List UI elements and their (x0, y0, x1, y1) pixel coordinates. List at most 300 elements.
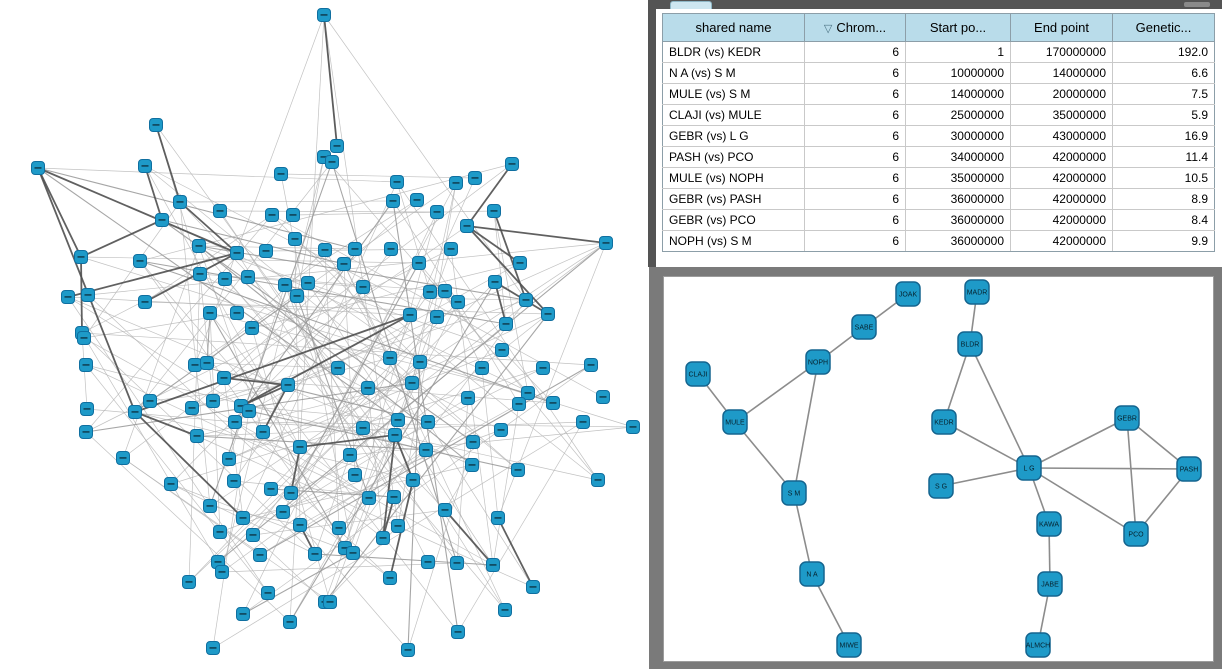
graph-node[interactable] (577, 416, 590, 429)
graph-node[interactable] (174, 196, 187, 209)
cell-value[interactable]: 9.9 (1113, 231, 1215, 252)
graph-node-label (495, 517, 502, 519)
graph-node[interactable] (462, 392, 475, 405)
graph-node[interactable] (165, 478, 178, 491)
cell-value[interactable]: 8.4 (1113, 210, 1215, 231)
graph-node[interactable] (537, 362, 550, 375)
graph-node[interactable] (204, 500, 217, 513)
graph-node[interactable] (489, 276, 502, 289)
graph-node-label (391, 496, 398, 498)
graph-node[interactable] (499, 604, 512, 617)
graph-node-label (442, 290, 449, 292)
cell-shared-name[interactable]: MULE (vs) NOPH (663, 168, 805, 189)
graph-edge (156, 125, 180, 202)
cell-value[interactable]: 10000000 (906, 63, 1011, 84)
cell-shared-name[interactable]: CLAJI (vs) MULE (663, 105, 805, 126)
graph-node[interactable] (512, 464, 525, 477)
graph-node[interactable] (500, 318, 513, 331)
graph-node[interactable] (384, 572, 397, 585)
cell-value[interactable]: 42000000 (1011, 231, 1113, 252)
graph-node[interactable] (223, 453, 236, 466)
overlay-node-madr[interactable] (965, 280, 989, 304)
cell-value[interactable]: 6 (805, 105, 906, 126)
graph-node[interactable] (139, 296, 152, 309)
graph-node[interactable] (402, 644, 415, 657)
graph-node-label (448, 248, 455, 250)
scrollbar-thumb[interactable] (1184, 2, 1210, 7)
graph-node[interactable] (422, 416, 435, 429)
overlay-node-kawa[interactable] (1037, 512, 1061, 536)
table-panel-top-scrollbar[interactable] (656, 0, 1222, 9)
graph-node[interactable] (80, 426, 93, 439)
graph-node[interactable] (275, 168, 288, 181)
graph-node[interactable] (262, 587, 275, 600)
overlay-node-lg[interactable] (1017, 456, 1041, 480)
graph-node[interactable] (411, 194, 424, 207)
table-row[interactable] (663, 42, 1215, 63)
graph-node[interactable] (450, 177, 463, 190)
graph-node-label (207, 505, 214, 507)
network-view-overlay[interactable] (663, 276, 1214, 662)
graph-node[interactable] (407, 474, 420, 487)
graph-node[interactable] (331, 140, 344, 153)
graph-edge (38, 168, 81, 257)
graph-node[interactable] (362, 382, 375, 395)
cell-value[interactable]: 6 (805, 210, 906, 231)
graph-node-label (388, 248, 395, 250)
graph-node[interactable] (344, 449, 357, 462)
overlay-node-pash[interactable] (1177, 457, 1201, 481)
graph-node[interactable] (82, 289, 95, 302)
overlay-node-almch[interactable] (1026, 633, 1051, 657)
graph-node[interactable] (144, 395, 157, 408)
graph-node-label (394, 181, 401, 183)
graph-node[interactable] (201, 357, 214, 370)
graph-node[interactable] (406, 377, 419, 390)
graph-node[interactable] (265, 483, 278, 496)
cell-shared-name[interactable]: GEBR (vs) PASH (663, 189, 805, 210)
overlay-node-label: KAWA (1038, 521, 1060, 529)
graph-node[interactable] (357, 281, 370, 294)
graph-node-label (81, 337, 88, 339)
graph-node-label (83, 431, 90, 433)
graph-node[interactable] (488, 205, 501, 218)
graph-node[interactable] (422, 556, 435, 569)
cell-value[interactable]: 6 (805, 84, 906, 105)
column-header-endpoint[interactable]: End point (1011, 14, 1113, 42)
table-row[interactable] (663, 147, 1215, 168)
graph-node[interactable] (431, 311, 444, 324)
graph-node[interactable] (592, 474, 605, 487)
graph-node[interactable] (289, 233, 302, 246)
graph-node[interactable] (229, 416, 242, 429)
graph-node-label (352, 248, 359, 250)
graph-node[interactable] (186, 402, 199, 415)
column-header-chrom[interactable]: ▽ Chrom... (805, 14, 906, 42)
graph-node-label (491, 210, 498, 212)
cell-shared-name[interactable]: N A (vs) S M (663, 63, 805, 84)
graph-node[interactable] (338, 258, 351, 271)
graph-node-label (455, 301, 462, 303)
overlay-node-label: S M (787, 490, 801, 498)
graph-node-label (234, 312, 241, 314)
graph-node-label (550, 402, 557, 404)
cell-value[interactable]: 42000000 (1011, 168, 1113, 189)
graph-node[interactable] (32, 162, 45, 175)
cell-value[interactable]: 5.9 (1113, 105, 1215, 126)
graph-node-label (434, 316, 441, 318)
graph-node[interactable] (452, 626, 465, 639)
cell-value[interactable]: 6 (805, 168, 906, 189)
graph-node-label (630, 426, 637, 428)
graph-node[interactable] (439, 504, 452, 517)
graph-node-label (120, 457, 127, 459)
graph-node-label (530, 586, 537, 588)
graph-node-label (35, 167, 42, 169)
graph-node[interactable] (467, 436, 480, 449)
graph-node-label (580, 421, 587, 423)
graph-edge (308, 283, 420, 362)
cell-value[interactable]: 30000000 (906, 126, 1011, 147)
graph-node[interactable] (384, 352, 397, 365)
sort-filter-icon[interactable]: ▽ (823, 23, 833, 35)
graph-node-label (280, 511, 287, 513)
graph-node-label (322, 249, 329, 251)
cell-value[interactable]: 36000000 (906, 210, 1011, 231)
graph-node-label (278, 173, 285, 175)
graph-node[interactable] (285, 487, 298, 500)
graph-node[interactable] (247, 529, 260, 542)
graph-node-label (217, 210, 224, 212)
graph-node[interactable] (287, 209, 300, 222)
graph-node[interactable] (156, 214, 169, 227)
overlay-edge (794, 362, 818, 493)
graph-node-label (297, 446, 304, 448)
graph-edge (162, 220, 344, 264)
graph-edge (260, 450, 426, 555)
graph-node-label (305, 282, 312, 284)
graph-node[interactable] (266, 209, 279, 222)
graph-node-label (414, 199, 421, 201)
cell-value[interactable]: 36000000 (906, 189, 1011, 210)
graph-node[interactable] (294, 441, 307, 454)
cell-shared-name[interactable]: MULE (vs) S M (663, 84, 805, 105)
table-row[interactable] (663, 189, 1215, 210)
graph-node-label (425, 421, 432, 423)
graph-node-label (210, 647, 217, 649)
graph-node[interactable] (150, 119, 163, 132)
graph-node[interactable] (80, 359, 93, 372)
graph-node[interactable] (257, 426, 270, 439)
graph-node[interactable] (506, 158, 519, 171)
cell-value[interactable]: 7.5 (1113, 84, 1215, 105)
graph-node[interactable] (282, 379, 295, 392)
cell-value[interactable]: 14000000 (906, 84, 1011, 105)
graph-node[interactable] (333, 522, 346, 535)
graph-node[interactable] (204, 307, 217, 320)
graph-node-label (287, 621, 294, 623)
graph-node[interactable] (78, 332, 91, 345)
graph-node[interactable] (139, 160, 152, 173)
graph-node[interactable] (513, 398, 526, 411)
graph-node[interactable] (129, 406, 142, 419)
graph-node[interactable] (391, 176, 404, 189)
overlay-node-joak[interactable] (896, 282, 920, 306)
overlay-node-miwe[interactable] (837, 633, 861, 657)
cell-value[interactable]: 6 (805, 231, 906, 252)
graph-node-label (196, 245, 203, 247)
graph-node[interactable] (413, 257, 426, 270)
graph-node[interactable] (347, 547, 360, 560)
graph-node[interactable] (392, 414, 405, 427)
overlay-node-sabe[interactable] (852, 315, 876, 339)
graph-node[interactable] (461, 220, 474, 233)
graph-node[interactable] (445, 243, 458, 256)
graph-node-label (360, 427, 367, 429)
graph-edge (498, 518, 533, 587)
cell-value[interactable]: 35000000 (1011, 105, 1113, 126)
overlay-node-gebr[interactable] (1115, 406, 1139, 430)
graph-node[interactable] (117, 452, 130, 465)
cell-value[interactable]: 35000000 (906, 168, 1011, 189)
cell-value[interactable]: 43000000 (1011, 126, 1113, 147)
graph-node[interactable] (254, 549, 267, 562)
graph-node[interactable] (218, 372, 231, 385)
cell-shared-name[interactable]: GEBR (vs) L G (663, 126, 805, 147)
cell-shared-name[interactable]: NOPH (vs) S M (663, 231, 805, 252)
graph-node[interactable] (404, 309, 417, 322)
graph-node[interactable] (214, 205, 227, 218)
graph-node[interactable] (349, 243, 362, 256)
overlay-node-kedr[interactable] (932, 410, 956, 434)
graph-node[interactable] (377, 532, 390, 545)
graph-node[interactable] (302, 277, 315, 290)
graph-node-label (365, 387, 372, 389)
graph-node[interactable] (324, 596, 337, 609)
graph-node[interactable] (237, 512, 250, 525)
overlay-node-claji[interactable] (686, 362, 710, 386)
graph-node[interactable] (183, 576, 196, 589)
graph-node[interactable] (228, 475, 241, 488)
graph-node-label (292, 238, 299, 240)
table-row[interactable] (663, 126, 1215, 147)
graph-node-label (416, 262, 423, 264)
graph-node[interactable] (392, 520, 405, 533)
cell-value[interactable]: 1 (906, 42, 1011, 63)
graph-node[interactable] (388, 491, 401, 504)
overlay-node-label: MULE (725, 419, 745, 427)
graph-node[interactable] (357, 422, 370, 435)
cell-value[interactable]: 6 (805, 63, 906, 84)
graph-node-label (232, 421, 239, 423)
graph-node-label (525, 392, 532, 394)
graph-node[interactable] (420, 444, 433, 457)
graph-node[interactable] (242, 271, 255, 284)
graph-node-label (159, 219, 166, 221)
graph-node[interactable] (75, 251, 88, 264)
graph-node-label (321, 14, 328, 16)
graph-node-label (189, 407, 196, 409)
graph-node[interactable] (597, 391, 610, 404)
graph-node-label (240, 613, 247, 615)
graph-node[interactable] (466, 459, 479, 472)
graph-node-label (470, 441, 477, 443)
overlay-node-sm[interactable] (782, 481, 806, 505)
graph-node[interactable] (452, 296, 465, 309)
graph-node-label (427, 291, 434, 293)
graph-node-label (347, 454, 354, 456)
graph-node[interactable] (237, 608, 250, 621)
graph-node[interactable] (134, 255, 147, 268)
graph-node[interactable] (81, 403, 94, 416)
graph-node[interactable] (319, 244, 332, 257)
cell-value[interactable]: 42000000 (1011, 189, 1113, 210)
column-header-startpo[interactable]: Start po... (906, 14, 1011, 42)
column-header-genetic[interactable]: Genetic... (1113, 14, 1215, 42)
cell-value[interactable]: 42000000 (1011, 210, 1113, 231)
cell-value[interactable]: 192.0 (1113, 42, 1215, 63)
cell-value[interactable]: 14000000 (1011, 63, 1113, 84)
graph-node[interactable] (451, 557, 464, 570)
table-row[interactable] (663, 84, 1215, 105)
cell-shared-name[interactable]: BLDR (vs) KEDR (663, 42, 805, 63)
graph-node-label (523, 299, 530, 301)
graph-node[interactable] (514, 257, 527, 270)
graph-node[interactable] (585, 359, 598, 372)
graph-node[interactable] (318, 9, 331, 22)
graph-node-label (498, 429, 505, 431)
graph-node[interactable] (600, 237, 613, 250)
overlay-edge (1127, 418, 1136, 534)
graph-node[interactable] (277, 506, 290, 519)
graph-node-label (453, 182, 460, 184)
graph-node-label (502, 609, 509, 611)
cell-value[interactable]: 6.6 (1113, 63, 1215, 84)
overlay-node-noph[interactable] (806, 350, 830, 374)
table-row[interactable] (663, 231, 1215, 252)
cell-value[interactable]: 34000000 (906, 147, 1011, 168)
graph-node[interactable] (385, 243, 398, 256)
column-header-sharedname[interactable]: shared name (663, 14, 805, 42)
graph-node[interactable] (496, 344, 509, 357)
cell-value[interactable]: 36000000 (906, 231, 1011, 252)
overlay-node-pco[interactable] (1124, 522, 1148, 546)
table-row[interactable] (663, 105, 1215, 126)
graph-node[interactable] (495, 424, 508, 437)
graph-node[interactable] (527, 581, 540, 594)
cell-value[interactable]: 42000000 (1011, 147, 1113, 168)
cell-value[interactable]: 10.5 (1113, 168, 1215, 189)
graph-node[interactable] (214, 526, 227, 539)
graph-node-label (407, 314, 414, 316)
graph-node[interactable] (260, 245, 273, 258)
overlay-node-jabe[interactable] (1038, 572, 1062, 596)
graph-edge (395, 435, 505, 610)
graph-node[interactable] (627, 421, 640, 434)
graph-node[interactable] (216, 566, 229, 579)
graph-node-label (490, 564, 497, 566)
overlay-node-na[interactable] (800, 562, 824, 586)
graph-node[interactable] (469, 172, 482, 185)
graph-node[interactable] (476, 362, 489, 375)
graph-node[interactable] (326, 156, 339, 169)
graph-node[interactable] (520, 294, 533, 307)
cell-value[interactable]: 11.4 (1113, 147, 1215, 168)
table-row[interactable] (663, 210, 1215, 231)
cell-value[interactable]: 8.9 (1113, 189, 1215, 210)
graph-node[interactable] (279, 279, 292, 292)
cell-value[interactable]: 6 (805, 189, 906, 210)
cell-value[interactable]: 25000000 (906, 105, 1011, 126)
table-row[interactable] (663, 63, 1215, 84)
graph-node[interactable] (349, 469, 362, 482)
graph-node[interactable] (231, 247, 244, 260)
graph-node[interactable] (542, 308, 555, 321)
graph-node[interactable] (243, 405, 256, 418)
graph-node[interactable] (363, 492, 376, 505)
cell-value[interactable]: 170000000 (1011, 42, 1113, 63)
overlay-network-canvas[interactable] (664, 277, 1213, 661)
graph-node-label (153, 124, 160, 126)
graph-node[interactable] (207, 642, 220, 655)
panel-splitter[interactable] (648, 0, 656, 267)
overlay-node-sg[interactable] (929, 474, 953, 498)
graph-node[interactable] (492, 512, 505, 525)
graph-node[interactable] (294, 519, 307, 532)
table-tab-sliver[interactable] (670, 1, 712, 9)
graph-node[interactable] (231, 307, 244, 320)
graph-node[interactable] (193, 240, 206, 253)
graph-node[interactable] (389, 429, 402, 442)
graph-node[interactable] (191, 430, 204, 443)
graph-node[interactable] (189, 359, 202, 372)
graph-node[interactable] (332, 362, 345, 375)
overlay-edge (1029, 418, 1127, 468)
overlay-node-mule[interactable] (723, 410, 747, 434)
cell-shared-name[interactable]: GEBR (vs) PCO (663, 210, 805, 231)
graph-node[interactable] (219, 273, 232, 286)
graph-node[interactable] (246, 322, 259, 335)
graph-node[interactable] (439, 285, 452, 298)
graph-node-label (137, 260, 144, 262)
graph-node[interactable] (207, 395, 220, 408)
overlay-node-label: L G (1023, 465, 1035, 473)
graph-node[interactable] (414, 356, 427, 369)
graph-node[interactable] (431, 206, 444, 219)
graph-node[interactable] (424, 286, 437, 299)
graph-node-label (297, 524, 304, 526)
graph-node[interactable] (487, 559, 500, 572)
graph-node[interactable] (291, 290, 304, 303)
graph-node[interactable] (547, 397, 560, 410)
cell-value[interactable]: 20000000 (1011, 84, 1113, 105)
cell-value[interactable]: 6 (805, 42, 906, 63)
graph-node-label (390, 200, 397, 202)
graph-node[interactable] (194, 268, 207, 281)
graph-node[interactable] (62, 291, 75, 304)
cell-shared-name[interactable]: PASH (vs) PCO (663, 147, 805, 168)
graph-node[interactable] (387, 195, 400, 208)
table-row[interactable] (663, 168, 1215, 189)
cell-value[interactable]: 6 (805, 147, 906, 168)
graph-node-label (423, 449, 430, 451)
overlay-node-bldr[interactable] (958, 332, 982, 356)
graph-node[interactable] (309, 548, 322, 561)
graph-node-label (492, 281, 499, 283)
cell-value[interactable]: 6 (805, 126, 906, 147)
graph-node[interactable] (284, 616, 297, 629)
cell-value[interactable]: 16.9 (1113, 126, 1215, 147)
